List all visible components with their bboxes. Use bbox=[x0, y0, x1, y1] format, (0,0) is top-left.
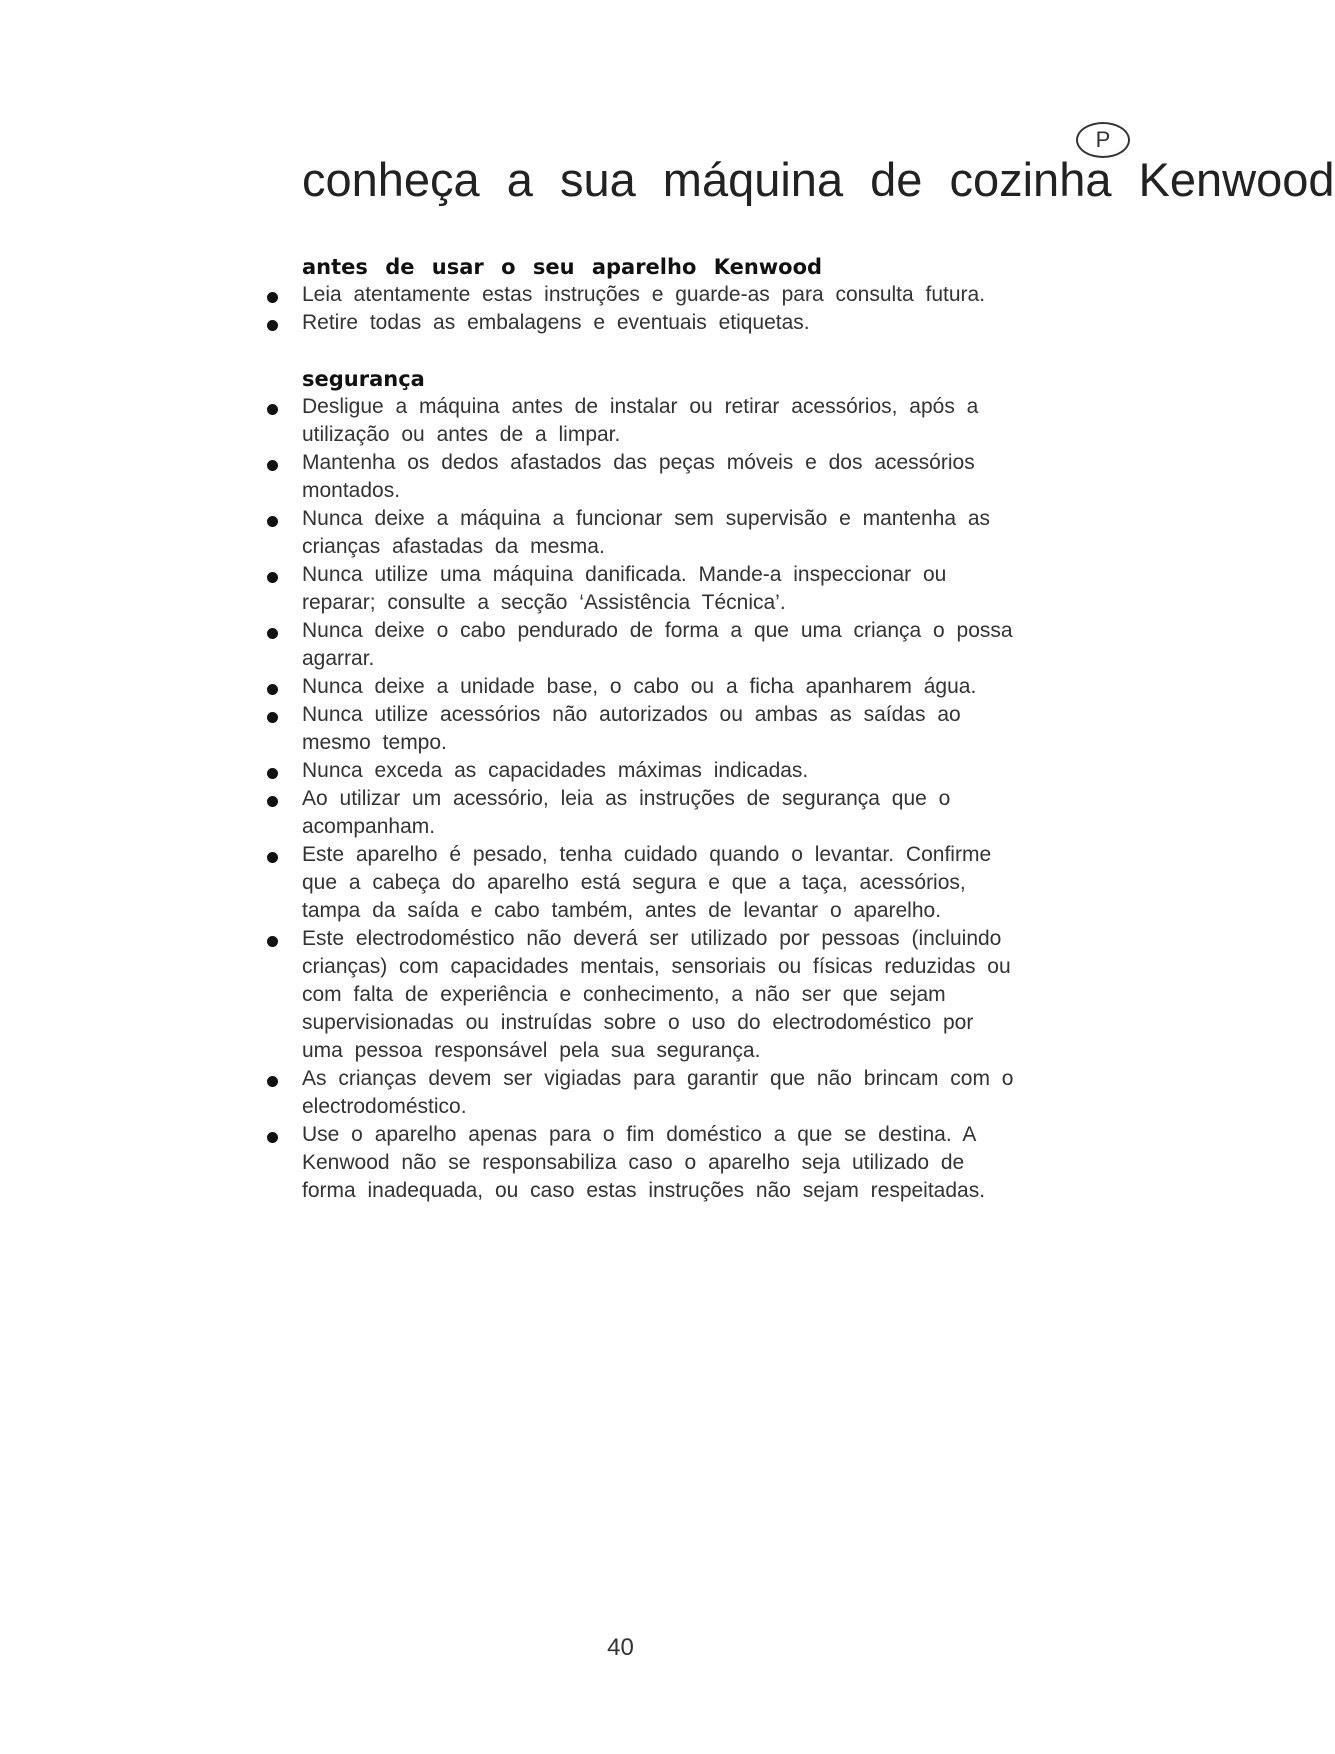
list-item: Nunca utilize uma máquina danificada. Mande-a inspeccionar ou reparar; consulte a secção ‘Assistência Técnica’. bbox=[302, 561, 1022, 617]
list-item: Nunca deixe a máquina a funcionar sem supervisão e mantenha as crianças afastadas da mesma. bbox=[302, 505, 1022, 561]
bullet-list bbox=[302, 281, 1022, 337]
list-item: Nunca deixe o cabo pendurado de forma a que uma criança o possa agarrar. bbox=[302, 617, 1022, 673]
section-before-use bbox=[302, 253, 1022, 337]
list-item: Mantenha os dedos afastados das peças móveis e dos acessórios montados. bbox=[302, 449, 1022, 505]
list-item: Desligue a máquina antes de instalar ou retirar acessórios, após a utilização ou antes de a limpar. bbox=[302, 393, 1022, 449]
list-item: Nunca deixe a unidade base, o cabo ou a ficha apanharem água. bbox=[302, 673, 1022, 701]
list-item: Este electrodoméstico não deverá ser utilizado por pessoas (incluindo crianças) com capacidades mentais, sensoriais ou físicas reduzidas ou com falta de experiência e conhecimento, a não ser que sejam supervisionadas ou instruídas sobre o uso do electrodoméstico por uma pessoa responsável pela sua segurança. bbox=[302, 925, 1022, 1065]
page-number: 40 bbox=[607, 1634, 634, 1661]
list-item: As crianças devem ser vigiadas para garantir que não brincam com o electrodoméstico. bbox=[302, 1065, 1022, 1121]
page-title: conheça a sua máquina de cozinha Kenwood bbox=[302, 153, 1335, 206]
list-item: Ao utilizar um acessório, leia as instruções de segurança que o acompanham. bbox=[302, 785, 1022, 841]
section-heading: segurança bbox=[302, 367, 425, 391]
list-item: Use o aparelho apenas para o fim doméstico a que se destina. A Kenwood não se responsabiliza caso o aparelho seja utilizado de forma inadequada, ou caso estas instruções não sejam respeitadas. bbox=[302, 1121, 1022, 1205]
manual-content bbox=[302, 253, 1022, 1205]
section-heading: antes de usar o seu aparelho Kenwood bbox=[302, 255, 823, 279]
list-item: Nunca exceda as capacidades máximas indicadas. bbox=[302, 757, 1022, 785]
list-item: Este aparelho é pesado, tenha cuidado quando o levantar. Confirme que a cabeça do aparelho está segura e que a taça, acessórios, tampa da saída e cabo também, antes de levantar o aparelho. bbox=[302, 841, 1022, 925]
list-item: Leia atentamente estas instruções e guarde-as para consulta futura. bbox=[302, 281, 1022, 309]
language-badge: P bbox=[1076, 122, 1130, 158]
list-item: Nunca utilize acessórios não autorizados ou ambas as saídas ao mesmo tempo. bbox=[302, 701, 1022, 757]
list-item: Retire todas as embalagens e eventuais etiquetas. bbox=[302, 309, 1022, 337]
bullet-list bbox=[302, 393, 1022, 1205]
section-safety bbox=[302, 365, 1022, 1205]
